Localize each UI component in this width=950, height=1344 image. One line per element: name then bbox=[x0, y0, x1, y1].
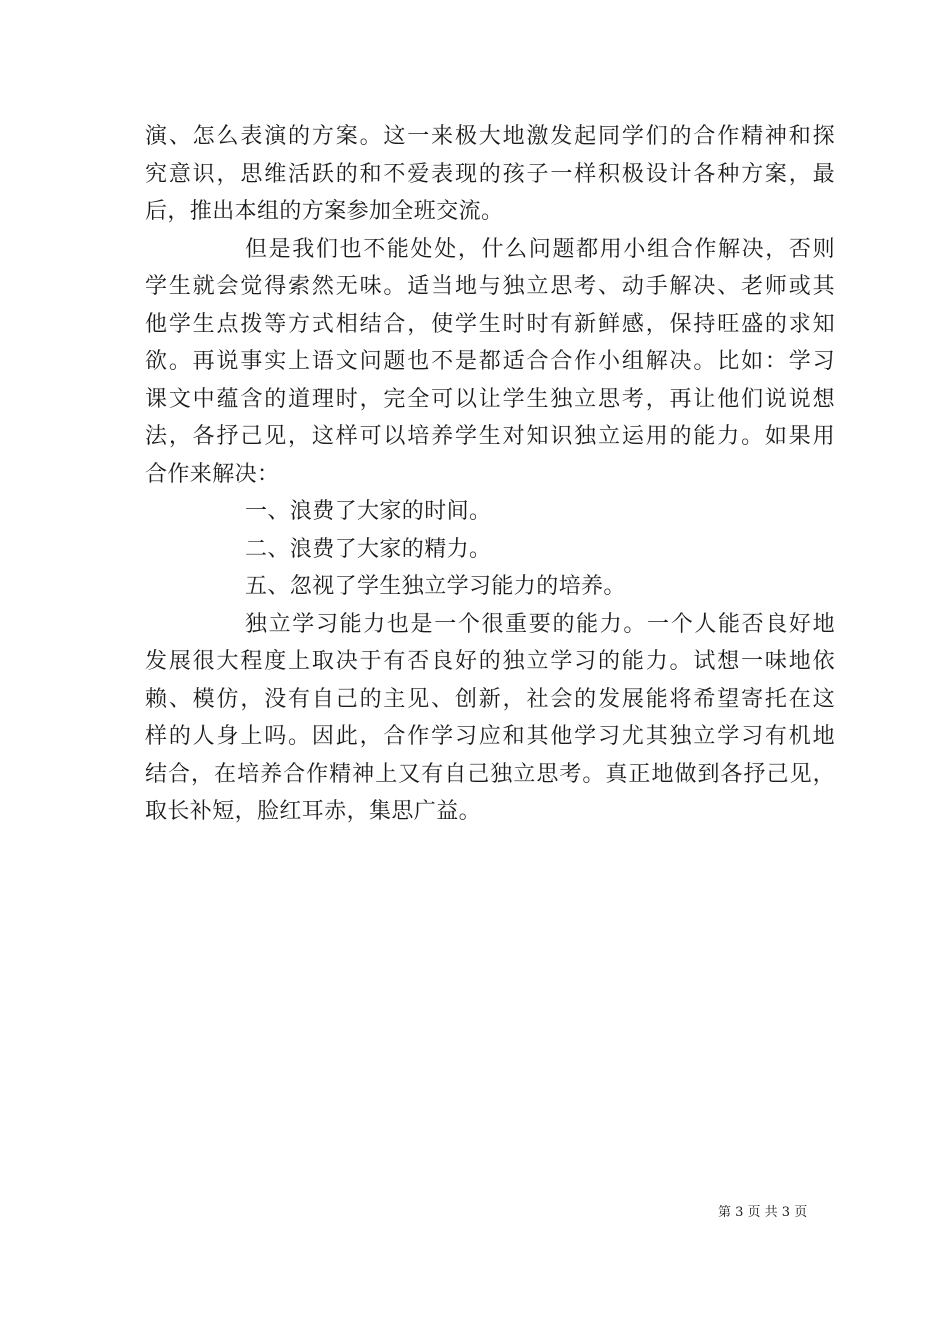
text-line: 取长补短，脸红耳赤，集思广益。 bbox=[145, 799, 482, 824]
page-number: 第 3 页 共 3 页 bbox=[718, 1205, 808, 1220]
list-item: 五、忽视了学生独立学习能力的培养。 bbox=[245, 574, 626, 599]
text-line: 学生就会觉得索然无味。适当地与独立思考、动手解决、老师或其 bbox=[145, 274, 835, 299]
text-line: 结合，在培养合作精神上又有自己独立思考。真正地做到各抒己见， bbox=[145, 761, 835, 787]
text-line: 法，各抒己见，这样可以培养学生对知识独立运用的能力。如果用 bbox=[145, 424, 835, 449]
list-item: 二、浪费了大家的精力。 bbox=[245, 536, 492, 562]
text-line: 究意识，思维活跃的和不爱表现的孩子一样积极设计各种方案，最 bbox=[145, 161, 835, 187]
document-body bbox=[145, 118, 835, 831]
text-line: 赖、模仿，没有自己的主见、创新，社会的发展能将希望寄托在这 bbox=[145, 686, 835, 712]
text-line: 发展很大程度上取决于有否良好的独立学习的能力。试想一味地依 bbox=[145, 649, 835, 674]
text-line: 样的人身上吗。因此，合作学习应和其他学习尤其独立学习有机地 bbox=[145, 724, 835, 749]
text-line: 欲。再说事实上语文问题也不是都适合合作小组解决。比如：学习 bbox=[145, 349, 835, 374]
text-line: 课文中蕴含的道理时，完全可以让学生独立思考，再让他们说说想 bbox=[145, 386, 835, 412]
text-line: 合作来解决： bbox=[145, 461, 280, 487]
text-line: 独立学习能力也是一个很重要的能力。一个人能否良好地 bbox=[245, 611, 835, 637]
list-item: 一、浪费了大家的时间。 bbox=[245, 499, 492, 524]
text-line: 演、怎么表演的方案。这一来极大地激发起同学们的合作精神和探 bbox=[145, 124, 835, 149]
text-line: 但是我们也不能处处，什么问题都用小组合作解决，否则 bbox=[245, 236, 835, 262]
text-line: 他学生点拨等方式相结合，使学生时时有新鲜感，保持旺盛的求知 bbox=[145, 311, 835, 337]
text-line: 后，推出本组的方案参加全班交流。 bbox=[145, 199, 504, 224]
